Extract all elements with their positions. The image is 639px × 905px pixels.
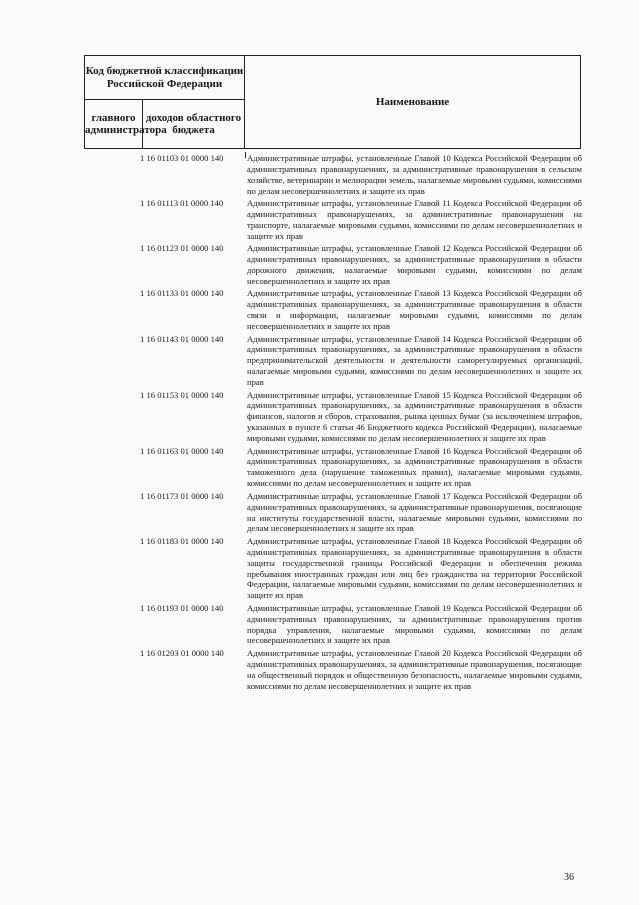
classification-rows: [140, 153, 582, 693]
income-name: Административные штрафы, установленные Главой 16 Кодекса Российской Федерации об административных правонарушениях, за административные правонарушения в области таможенного дела (нарушение таможенных правил), налагаемые мировыми судьями, комиссиями по делам несовершеннолетних и защите их прав: [247, 445, 582, 489]
income-code: 1 16 01153 01 0000 140: [140, 389, 224, 400]
income-name: Административные штрафы, установленные Главой 20 Кодекса Российской Федерации об административных правонарушениях, за административные правонарушения, посягающие на общественный порядок и общественную безопасность, налагаемые мировыми судьями, комиссиями по делам несовершеннолетних и защите их прав: [247, 647, 582, 691]
table-row: [140, 648, 582, 692]
income-code: 1 16 01103 01 0000 140: [140, 153, 224, 163]
table-row: [140, 153, 582, 197]
income-name: Административные штрафы, установленные Главой 11 Кодекса Российской Федерации об административных правонарушениях, за административные правонарушения на транспорте, налагаемые мировыми судьями, комиссиями по делам несовершеннолетних и защите их прав: [247, 198, 582, 241]
table-row: [140, 334, 582, 389]
income-code: 1 16 01163 01 0000 140: [140, 445, 224, 456]
income-code: 1 16 01183 01 0000 140: [140, 535, 224, 546]
table-row: [140, 603, 582, 647]
income-code: 1 16 01203 01 0000 140: [140, 647, 224, 658]
kbk-title: Код бюджетной классификации Российской Федерации: [85, 56, 245, 100]
income-name: Административные штрафы, установленные Главой 10 Кодекса Российской Федерации об административных правонарушениях, за административные правонарушения в сельском хозяйстве, ветеринарии и мелиорации земель, налагаемые мировыми судьями, комиссиями по делам несовершеннолетних и защите их прав: [247, 153, 582, 196]
table-row: [140, 198, 582, 242]
column-admin-header: главного администратора: [85, 100, 143, 149]
income-code: 1 16 01173 01 0000 140: [140, 490, 224, 501]
column-name-header: Наименование: [245, 56, 581, 149]
table-row: [140, 446, 582, 490]
income-code: 1 16 01133 01 0000 140: [140, 288, 224, 299]
income-name: Административные штрафы, установленные Главой 17 Кодекса Российской Федерации об административных правонарушениях, за административные правонарушения, посягающие на институты государственной власти, налагаемые мировыми судьями, комиссиями по делам несовершеннолетних и защите их прав: [247, 490, 582, 534]
table-row: [140, 288, 582, 332]
header-table: [84, 55, 581, 149]
income-code: 1 16 01143 01 0000 140: [140, 333, 224, 344]
column-income-header: доходов областного бюджета: [143, 100, 245, 149]
income-name: Административные штрафы, установленные Главой 13 Кодекса Российской Федерации об административных правонарушениях, за административные правонарушения в области связи и информации, налагаемые мировыми судьями, комиссиями по делам несовершеннолетних и защите их прав: [247, 288, 582, 332]
income-code: 1 16 01113 01 0000 140: [140, 198, 224, 209]
page-number: 36: [564, 872, 574, 883]
income-code: 1 16 01193 01 0000 140: [140, 602, 224, 613]
income-name: Административные штрафы, установленные Главой 12 Кодекса Российской Федерации об административных правонарушениях, за административные правонарушения в области дорожного движения, налагаемые мировыми судьями, комиссиями по делам несовершеннолетних и защите их прав: [247, 243, 582, 286]
table-row: [140, 536, 582, 601]
income-code: 1 16 01123 01 0000 140: [140, 243, 224, 254]
income-name: Административные штрафы, установленные Главой 14 Кодекса Российской Федерации об административных правонарушениях, за административные правонарушения в области предпринимательской деятельности и деятельности саморегулируемых организаций, налагаемые мировыми судьями, комиссиями по делам несовершеннолетних и защите их прав: [247, 333, 582, 388]
income-name: Административные штрафы, установленные Главой 15 Кодекса Российской Федерации об административных правонарушениях, за административные правонарушения в области финансов, налогов и сборов, страхования, рынка ценных бумаг (за исключением штрафов, указанных в пункте 6 статьи 46 Бюджетного кодекса Российской Федерации), налагаемые мировыми судьями, комиссиями по делам несовершеннолетних и защите их прав: [247, 389, 582, 444]
table-row: [140, 390, 582, 445]
income-name: Административные штрафы, установленные Главой 19 Кодекса Российской Федерации об административных правонарушениях, за административные правонарушения против порядка управления, налагаемые мировыми судьями, комиссиями по делам несовершеннолетних и защите их прав: [247, 602, 582, 646]
income-name: Административные штрафы, установленные Главой 18 Кодекса Российской Федерации об административных правонарушениях, за административные правонарушения в области защиты государственной границы Российской Федерации и обеспечения режима пребывания иностранных граждан или лиц без гражданства на территории Российской Федерации, налагаемые мировыми судьями, комиссиями по делам несовершеннолетних и защите их прав: [247, 535, 582, 601]
table-row: [140, 243, 582, 287]
table-row: [140, 491, 582, 535]
